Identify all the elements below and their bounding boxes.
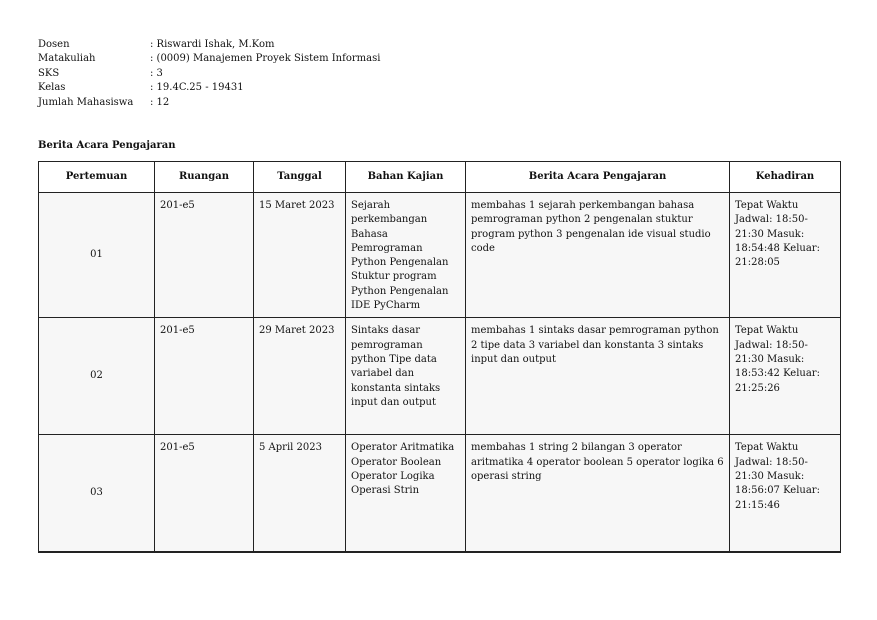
info-row-jumlah-mahasiswa — [38, 96, 380, 110]
info-label: Dosen — [38, 39, 70, 50]
cell-berita-acara: membahas 1 sejarah perkembangan bahasa pemrograman python 2 pengenalan stuktur program python 3 pengenalan ide visual studio code — [466, 193, 730, 318]
cell-bahan-kajian: Sintaks dasar pemrograman python Tipe data variabel dan konstanta sintaks input dan output — [346, 318, 466, 435]
info-label: Jumlah Mahasiswa — [38, 96, 134, 108]
header-bahan-kajian: Bahan Kajian — [346, 162, 466, 193]
header-tanggal: Tanggal — [254, 162, 346, 193]
cell-bahan-kajian: Operator Aritmatika Operator Boolean Operator Logika Operasi Strin — [346, 435, 466, 552]
cell-ruangan: 201-e5 — [155, 435, 254, 552]
info-value: : 3 — [150, 67, 163, 79]
cell-ruangan: 201-e5 — [155, 318, 254, 435]
header-row — [39, 162, 841, 193]
cell-bahan-kajian: Sejarah perkembangan Bahasa Pemrograman Python Pengenalan Stuktur program Python Pengenalan IDE PyCharm — [346, 193, 466, 318]
cell-berita-acara: membahas 1 string 2 bilangan 3 operator aritmatika 4 operator boolean 5 operator logika 6 operasi string — [466, 435, 730, 552]
info-row-sks — [38, 67, 380, 81]
table-row — [39, 318, 841, 435]
info-label: SKS — [38, 67, 60, 79]
cell-kehadiran: Tepat Waktu Jadwal: 18:50-21:30 Masuk: 18:56:07 Keluar: 21:15:46 — [730, 435, 841, 552]
info-value: : (0009) Manajemen Proyek Sistem Informasi — [150, 53, 381, 65]
info-row-matakuliah — [38, 52, 380, 66]
info-row-kelas — [38, 81, 380, 95]
cell-tanggal: 15 Maret 2023 — [254, 193, 346, 318]
info-value: : 19.4C.25 - 19431 — [150, 82, 244, 94]
info-label: Matakuliah — [38, 53, 96, 65]
cell-pertemuan: 02 — [39, 318, 155, 435]
cell-kehadiran: Tepat Waktu Jadwal: 18:50-21:30 Masuk: 18:54:48 Keluar: 21:28:05 — [730, 193, 841, 318]
header-kehadiran: Kehadiran — [730, 162, 841, 193]
table-row — [39, 193, 841, 318]
header-ruangan: Ruangan — [155, 162, 254, 193]
header-pertemuan: Pertemuan — [39, 162, 155, 193]
cell-tanggal: 5 April 2023 — [254, 435, 346, 552]
cell-tanggal: 29 Maret 2023 — [254, 318, 346, 435]
cell-kehadiran: Tepat Waktu Jadwal: 18:50-21:30 Masuk: 18:53:42 Keluar: 21:25:26 — [730, 318, 841, 435]
course-info — [38, 38, 380, 110]
table-body — [39, 193, 841, 552]
info-value: : 12 — [150, 96, 170, 108]
header-berita-acara: Berita Acara Pengajaran — [466, 162, 730, 193]
table-row — [39, 435, 841, 552]
info-row-dosen — [38, 38, 380, 52]
info-label: Kelas — [38, 82, 66, 94]
table-header — [39, 162, 841, 193]
info-value: : Riswardi Ishak, M.Kom — [150, 39, 275, 50]
cell-pertemuan: 01 — [39, 193, 155, 318]
section-title: Berita Acara Pengajaran — [38, 140, 176, 151]
teaching-report-table — [38, 161, 841, 553]
cell-berita-acara: membahas 1 sintaks dasar pemrograman python 2 tipe data 3 variabel dan konstanta 3 sintaks input dan output — [466, 318, 730, 435]
cell-pertemuan: 03 — [39, 435, 155, 552]
cell-ruangan: 201-e5 — [155, 193, 254, 318]
